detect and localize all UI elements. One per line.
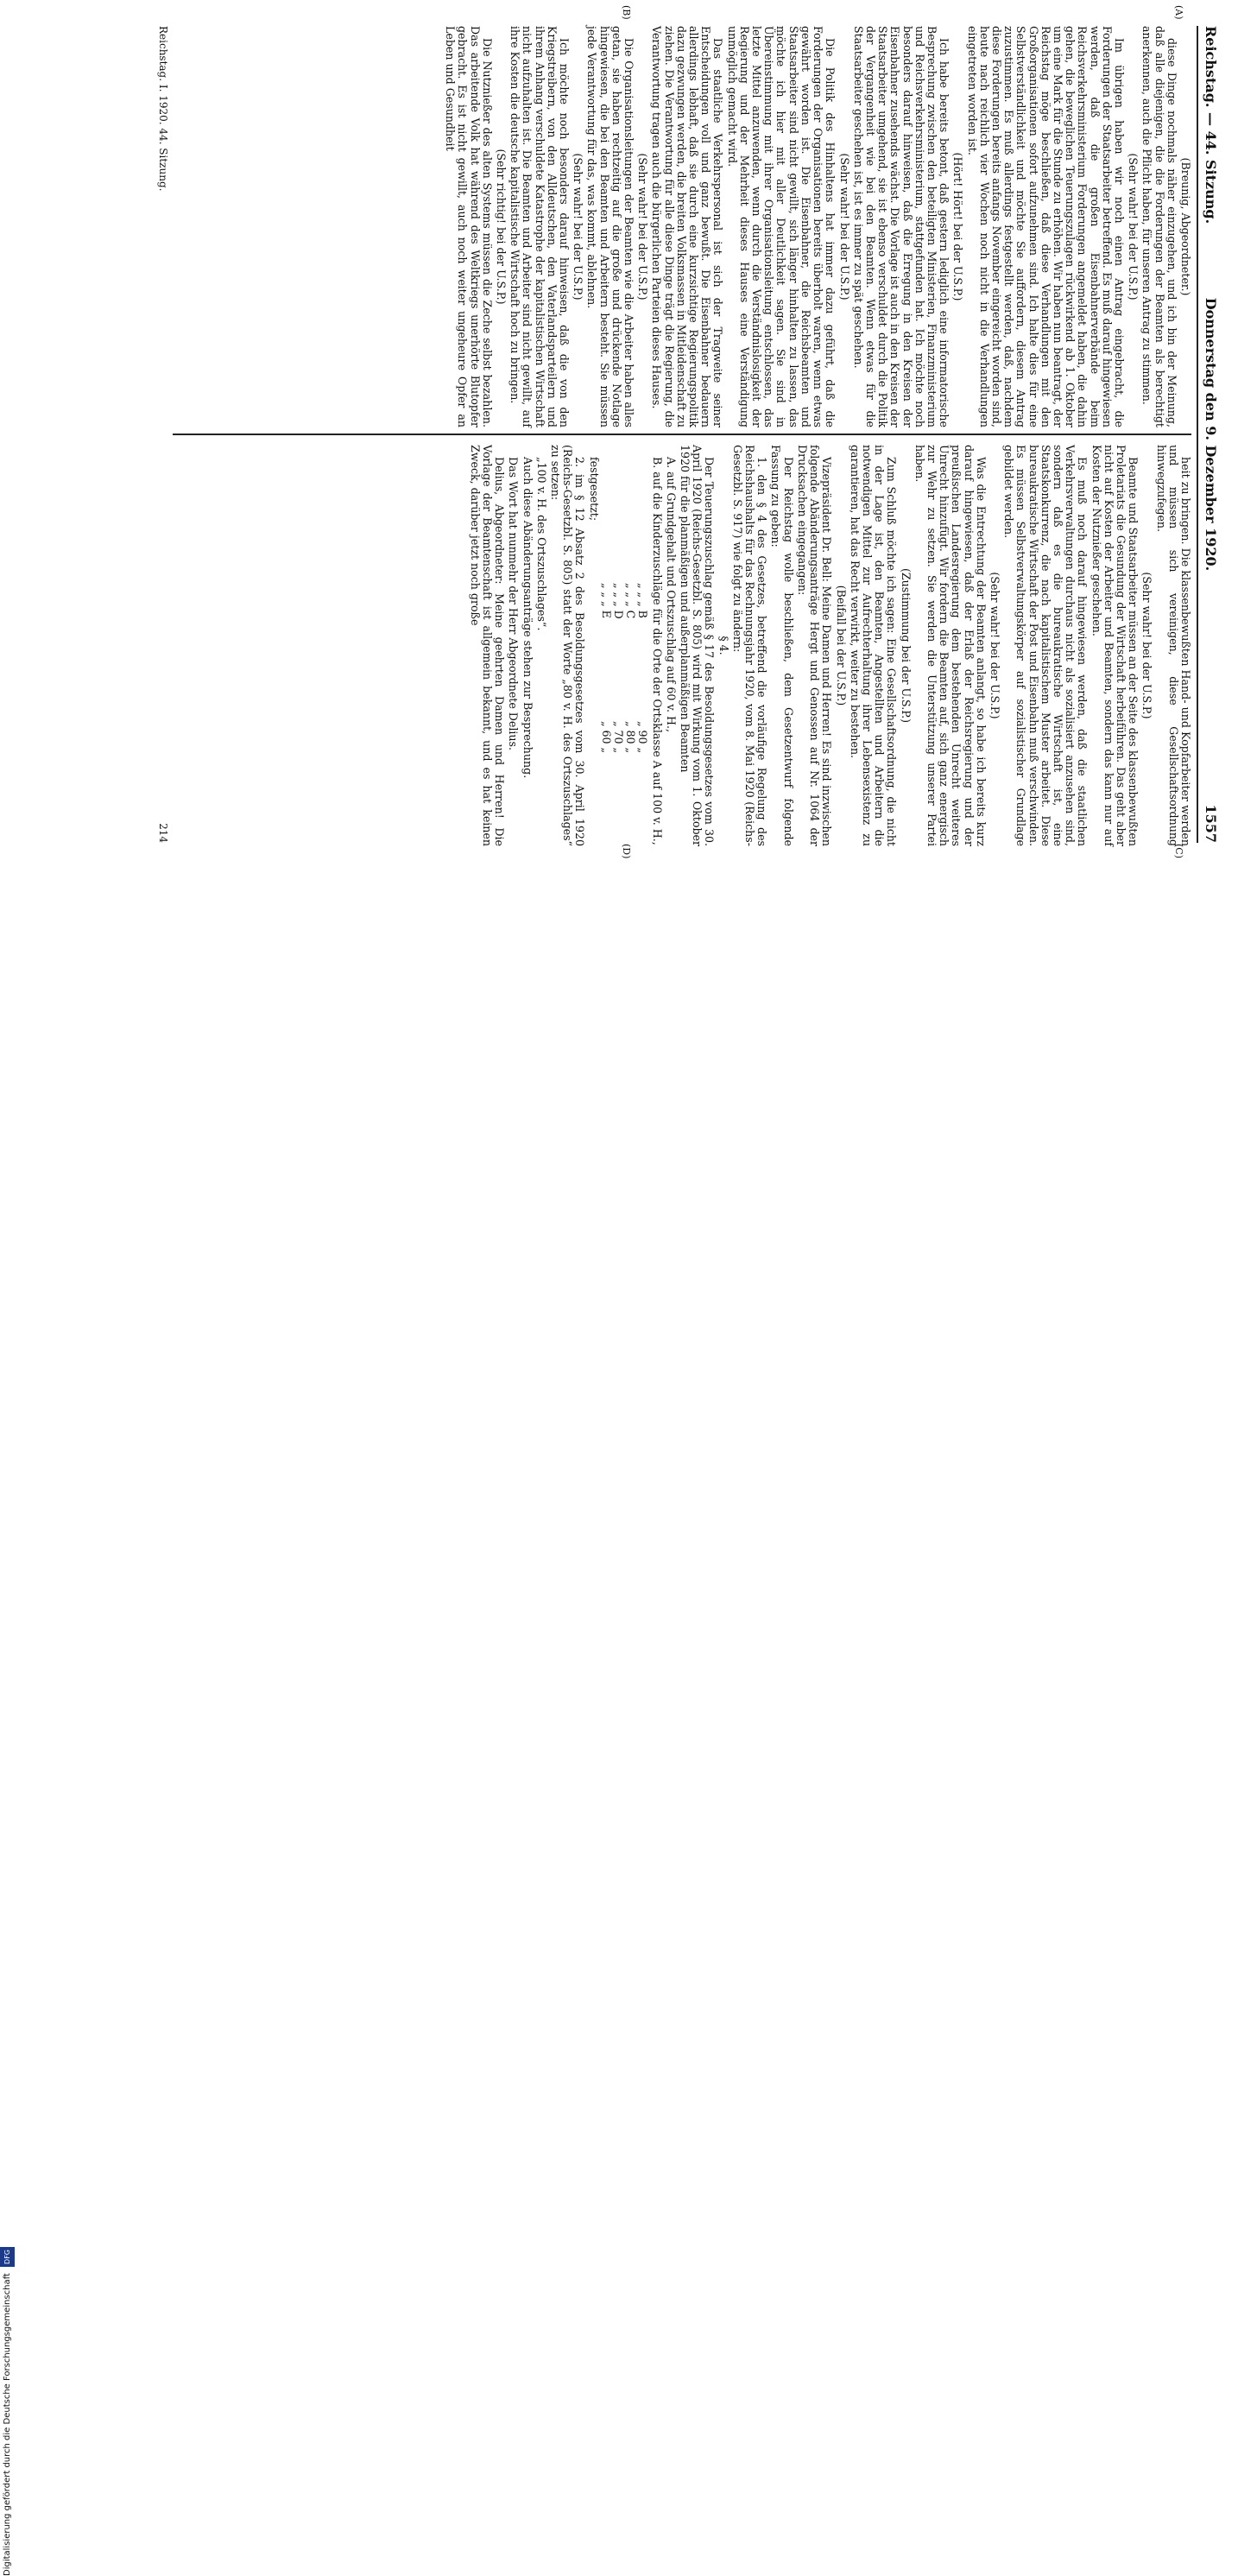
header-left: Reichstag. — 44. Sitzung.	[1203, 26, 1219, 225]
allowance-table-row	[600, 445, 612, 846]
row-value: „ 70 „	[612, 721, 626, 754]
right-column-paragraph: Beamte und Staatsarbeiter müssen an der Seite des klassenbewußten Proletariats die Gesundung der Wirtschaft herbeiführen. Das geht aber nicht auf Kosten der Arbeiter und Beamten, sondern das kann nur auf Kosten der Nutznießer geschehen.	[1090, 445, 1140, 846]
right-column-paragraph: heit zu bringen. Die klassenbewußten Hand- und Kopfarbeiter werden und müssen sich vereinigen, diese Gesellschaftsordnung hinwegzufegen.	[1154, 445, 1192, 846]
left-column-paragraph: (Sehr wahr! bei der U.S.P.)	[837, 153, 851, 301]
left-column-paragraph: Die Politik des Hinhaltens hat immer dazu geführt, daß die Forderungen der Organisationen bereits überholt waren, wenn etwas gewährt worden ist. Die Eisenbahner, die Reichsbeamten und Staatsarbeiter sind nicht gewillt, sich länger hinhalten zu lassen, das möchte ich hier mit aller Deutlichkeit sagen. Sie sind in Übereinstimmung mit ihrer Organisationsleitung entschlossen, das letzte Mittel anzuwenden, wenn durch die Verständnislosigkeit der Regierung und der Mehrheit dieses Hauses eine Verständigung unmöglich gemacht wird.	[725, 26, 837, 427]
dfg-logo: DFG	[0, 2247, 15, 2267]
left-column-paragraph: Die Organisationsleitungen der Beamten wie die Arbeiter haben alles getan, sie haben rechtzeitig auf die große und drückende Notlage hingewiesen, die bei den Beamten und Arbeitern besteht. Sie müssen jede Verantwortung für das, was kommt, ablehnen.	[585, 26, 636, 427]
row-value: „ 90 „	[636, 721, 650, 754]
left-column-paragraph: (Sehr wahr! bei der U.S.P.)	[636, 153, 650, 301]
right-column-paragraph: Was die Entrechtung der Beamten anlangt, so habe ich bereits kurz darauf hingewiesen, daß der Erlaß der Reichsregierung und der preußischen Landesregierung dem bestehenden Unrecht weiteres Unrecht hinzufügt. Wir fordern die Beamten auf, sich ganz energisch zur Wehr zu setzen. Sie werden die Unterstützung unserer Partei haben.	[913, 445, 988, 846]
right-column-paragraph: „100 v. H. des Ortszuschlages“.	[534, 457, 548, 631]
right-column-paragraph: Zum Schluß möchte ich sagen: Eine Gesellschaftsordnung, die nicht in der Lage ist, den Beamten, Angestellten und Arbeitern die notwendigen Mittel zur Aufrechterhaltung ihrer Lebensexistenz zu garantieren, hat das Recht verwirkt, weiter zu bestehen.	[848, 445, 899, 846]
right-column-paragraph: Der Teuerungszuschlag gemäß § 17 des Besoldungsgesetzes vom 30. April 1920 (Reichs-Gesetzbl. S. 805) wird mit Wirkung vom 1. Oktober 1920 für die planmäßigen und außerplanmäßigen Beamten	[679, 445, 717, 846]
column-divider	[173, 434, 1191, 435]
left-column-paragraph: (Sehr wahr! bei der U.S.P.)	[1127, 153, 1140, 301]
digitization-text: Digitalisierung gefördert durch die Deutsche Forschungsgemeinschaft	[3, 2273, 12, 2576]
right-column-paragraph: Der Reichstag wolle beschließen, dem Gesetzentwurf folgende Fassung zu geben:	[769, 445, 795, 846]
right-text-column	[467, 445, 1191, 846]
left-text-column	[442, 26, 1191, 427]
digitization-note	[0, 849, 1238, 2576]
page-header	[1197, 26, 1221, 843]
right-column-paragraph: Delius, Abgeordneter: Meine geehrten Damen und Herren! Die Vorlage der Beamtenschaft ist allgemein bekannt, und es hat keinen Zweck, darüber jetzt noch große	[468, 445, 507, 846]
right-column-paragraph: festgesetzt;	[587, 457, 601, 522]
margin-mark-c: (C)	[1173, 844, 1184, 858]
right-column-paragraph: § 4.	[717, 636, 730, 655]
left-column-paragraph: Das staatliche Verkehrspersonal ist sich der Tragweite seiner Entscheidungen voll und ganz bewußt. Die Eisenbahner bedauern allerdings lebhaft, daß sie durch eine kurzsichtige Regierungspolitik dazu gezwungen werden, die breiten Volksmassen in Mitleidenschaft zu ziehen. Die Verantwortung für alle diese Dinge trägt die Regierung, die Verantwortung tragen auch die bürgerlichen Parteien dieses Hauses.	[650, 26, 725, 427]
right-column-paragraph: Es muß noch darauf hingewiesen werden, daß die staatlichen Verkehrsverwaltungen durchaus nicht als sozialisiert anzusehen sind, sondern daß es die bureaukratische Wirtschaft ist, eine Staatskonkurrenz, die nach kapitalistischem Muster arbeitet. Diese bureaukratische Wirtschaft der Post und Eisenbahn muß verschwinden. Es müssen Selbstverwaltungskörper auf sozialistischer Grundlage gebildet werden.	[1002, 445, 1090, 846]
left-column-paragraph: (Breunig, Abgeordneter.)	[1179, 157, 1192, 296]
left-column-paragraph: Im übrigen haben wir noch einen Antrag eingebracht, die Forderungen der Staatsarbeiter betreffend. Es muß darauf hingewiesen werden, daß die großen Eisenbahnerverbände beim Reichsverkehrsministerium Forderungen angemeldet haben, die dahin gehen, die beweglichen Teuerungszulagen rückwirkend ab 1. Oktober um eine Mark für die Stunde zu erhöhen. Wir haben nun beantragt, der Reichstag möge beschließen, daß diese Verhandlungen mit den Großorganisationen sofort aufzunehmen sind. Ich halte dies für eine Selbstverständlichkeit und möchte Sie auffordern, diesem Antrag zuzustimmen. Es muß allerdings festgestellt werden, daß, nachdem diese Forderungen bereits anfangs November eingereicht worden sind, heute nach reichlich vier Wochen noch nicht in die Verhandlungen eingetreten worden ist.	[965, 26, 1126, 427]
left-column-paragraph: (Sehr richtig! bei der U.S.P.)	[495, 149, 508, 305]
allowance-table-row	[612, 445, 624, 846]
footer-left: Reichstag. I. 1920. 44. Sitzung.	[157, 26, 169, 192]
row-value: „ 60 „	[599, 721, 613, 754]
right-column-paragraph: 2. im § 12 Absatz 2 des Besoldungsgesetzes vom 30. April 1920 (Reichs-Gesetzbl. S. 805) statt der Worte „80 v. H. des Ortszuschlages“ zu setzen:	[549, 445, 587, 846]
left-column-paragraph: Ich habe bereits betont, daß gestern lediglich eine informatorische Besprechung zwischen den beteiligten Ministerien, Finanzministerium und Reichsverkehrsministerium, stattgefunden hat. Ich möchte noch besonders darauf hinweisen, daß die Erregung in den Kreisen der Eisenbahner zusehends wächst. Die Vorlage ist auch in den Kreisen der Staatsarbeiter umgehend, sie ist ebenso verschuldet durch die Politik der Vergangenheit wie bei den Beamten. Wenn etwas für die Staatsarbeiter geschehen ist, ist es immer zu spät geschehen.	[851, 26, 951, 427]
left-column-paragraph: (Sehr wahr! bei der U.S.P.)	[572, 153, 585, 301]
allowance-table-row	[624, 445, 636, 846]
margin-mark-d: (D)	[621, 844, 632, 859]
right-column-paragraph: 1. den § 4 des Gesetzes, betreffend die vorläufige Regelung des Reichshaushalts für das Rechnungsjahr 1920, vom 8. Mai 1920 (Reichs-Gesetzbl. S. 917) wie folgt zu ändern:	[730, 445, 769, 846]
right-column-paragraph: Das Wort hat nunmehr der Herr Abgeordnete Delius.	[507, 457, 521, 750]
right-column-paragraph: (Beifall bei der U.S.P.)	[834, 585, 848, 706]
row-label: „ „ „ C	[624, 583, 638, 619]
left-column-paragraph: diese Dinge nochmals näher einzugehen, und ich bin der Meinung, daß alle diejenigen, die die Forderungen der Beamten als berechtigt anerkennen, auch die Pflicht haben, für unseren Antrag zu stimmen.	[1140, 26, 1178, 427]
row-value: „ 80 „	[624, 721, 638, 754]
row-label: „ „ „ B	[636, 583, 650, 618]
row-label: „ „ „ E	[599, 583, 613, 618]
right-column-paragraph: (Sehr wahr! bei der U.S.P.)	[1140, 572, 1154, 719]
left-column-paragraph: Die Nutznießer des alten Systems müssen die Zeche selbst bezahlen. Das arbeitende Volk hat während des Weltkriegs unerhörte Blutopfer gebracht. Es ist nicht gewillt, auch noch weiter ungeheure Opfer an Leben und Gesundheit	[444, 26, 494, 427]
right-column-paragraph: A. auf Grundgehalt und Ortszuschlag auf 60 v. H.,	[664, 457, 678, 733]
right-column-paragraph: (Zustimmung bei der U.S.P.)	[899, 567, 913, 724]
margin-mark-a: (A)	[1173, 5, 1184, 20]
right-column-paragraph: Auch diese Abänderungsanträge stehen zur Besprechung.	[521, 457, 534, 779]
footer-page-code: 214	[157, 823, 169, 843]
right-column-paragraph: B. auf die Kinderzuschläge für die Orte der Ortsklasse A auf 100 v. H.,	[650, 457, 664, 845]
allowance-table-row	[636, 445, 648, 846]
margin-mark-b: (B)	[621, 5, 632, 20]
right-column-paragraph: (Sehr wahr! bei der U.S.P.)	[988, 572, 1001, 719]
header-date: Donnerstag den 9. Dezember 1920.	[1203, 297, 1219, 572]
left-column-paragraph: (Hört! Hört! bei der U.S.P.)	[951, 152, 965, 301]
right-column-paragraph: Vizepräsident Dr. Bell: Meine Damen und Herren! Es sind inzwischen folgende Abänderungsanträge Hergt und Genossen auf Nr. 1064 der Drucksachen eingegangen:	[795, 445, 834, 846]
left-column-paragraph: Ich möchte noch besonders darauf hinweisen, daß die von den Kriegstreibern, von den Alldeutschen, den Vaterlandsparteilern und ihrem Anhang verschuldete Katastrophe der kapitalistischen Wirtschaft nicht aufzuhalten ist. Die Beamten und Arbeiter sind nicht gewillt, auf ihre Kosten die deutsche kapitalistische Wirtschaft hoch zu bringen.	[508, 26, 572, 427]
page-number: 1557	[1203, 804, 1219, 843]
rotated-document-page	[140, 0, 1236, 864]
row-label: „ „ „ D	[612, 583, 626, 619]
